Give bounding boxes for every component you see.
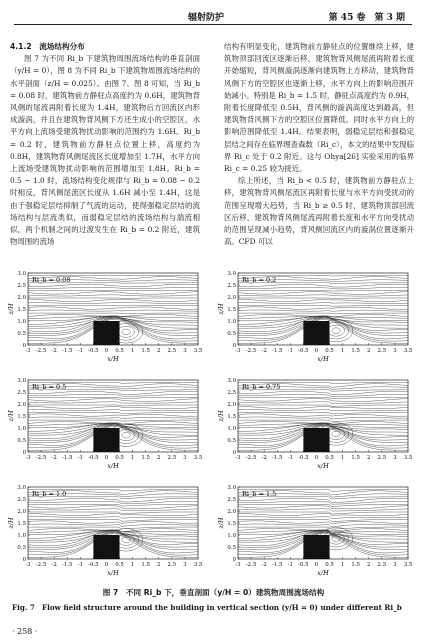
figure-caption-zh: 图 7 不同 Ri_b 下，垂直剖面（y/H = 0）建筑物周围流场结构	[102, 588, 325, 597]
x-tick-label: 2	[157, 455, 161, 461]
x-tick-label: 0	[104, 348, 109, 354]
y-tick-label: 1.0	[17, 533, 26, 539]
figure-panel	[217, 271, 413, 363]
y-axis-label: z/H	[7, 303, 15, 315]
x-tick-label: -3	[235, 562, 241, 568]
body-paragraph: 结构有明显变化，建筑物前方静驻点的位置继续上移，建筑物顶部回流区逐渐后移，建筑物背风侧尾流再附着长度开始缩短，背风侧漩涡逐渐向建筑物上方移动，建筑物背风侧下方的空腔区也逐渐上移，水平方向上的影响范围开始减小。特别是 Ri_b = 1.5 时，静驻点高度约为 0.9H，附着长度降低至 0.5H，背风侧的漩涡高度达到最高，但建筑物背风侧下方的空腔区位置降低，同时水平方向上的影响范围降低至 1.4H。结果表明，弱稳定层结和强稳定层结之间存在临界理查森数（Ri_c），本文的结果中发现临界 Ri_c 处于 0.2 附近。这与 Ohya[26] 实验采用的临界 Ri_c = 0.25 较为接近。	[224, 42, 414, 174]
y-tick-label: 0.5	[17, 331, 26, 337]
panel-label: Ri_b = 1.0	[32, 490, 67, 498]
x-tick-label: -1.5	[62, 455, 73, 461]
x-tick-label: -2.5	[35, 455, 47, 461]
x-tick-label: 3	[183, 562, 187, 568]
y-tick-label: 2.0	[227, 402, 236, 408]
x-tick-label: -3	[235, 455, 241, 461]
x-tick-label: -2.5	[245, 455, 257, 461]
y-axis-label: z/H	[217, 303, 225, 315]
y-tick-label: 1.0	[17, 319, 26, 325]
y-tick-label: 1.5	[227, 521, 236, 527]
x-tick-label: 2	[367, 348, 371, 354]
x-tick-label: -2	[261, 348, 267, 354]
y-tick-label: 0	[232, 557, 236, 563]
x-tick-label: 0.5	[115, 455, 124, 461]
x-axis-label: x/H	[317, 569, 329, 577]
x-tick-label: -1	[287, 455, 293, 461]
x-tick-label: -1	[77, 455, 83, 461]
left-column	[10, 41, 200, 248]
building-block	[93, 535, 119, 559]
x-tick-label: -3	[25, 455, 31, 461]
x-tick-label: -2	[261, 562, 267, 568]
y-tick-label: 3.0	[227, 378, 236, 384]
y-tick-label: 1.5	[17, 521, 26, 527]
y-tick-label: 3.0	[17, 485, 26, 491]
x-tick-label: -1	[77, 562, 83, 568]
figure-caption-en: Fig. 7 Flow field structure around the building in vertical section (y/H = 0) under different Ri_b	[12, 603, 402, 612]
x-tick-label: 3.5	[193, 348, 203, 354]
x-tick-label: 2	[157, 562, 161, 568]
x-tick-label: 0	[314, 455, 319, 461]
y-tick-label: 1.0	[17, 426, 26, 432]
figure-panel	[217, 378, 413, 470]
x-tick-label: 0.5	[115, 562, 124, 568]
y-tick-label: 3.0	[17, 378, 26, 384]
y-tick-label: 0.5	[227, 438, 236, 444]
page-number: · 258 ·	[12, 627, 38, 636]
y-tick-label: 2.5	[17, 283, 26, 289]
y-tick-label: 2.0	[17, 402, 26, 408]
panel-label: Ri_b = 0.75	[242, 383, 281, 391]
x-tick-label: 2	[367, 562, 371, 568]
running-header-issue: 第 45 卷 第 3 期	[328, 13, 405, 23]
x-tick-label: 1.5	[141, 455, 150, 461]
x-tick-label: -2	[51, 562, 57, 568]
x-tick-label: 0.5	[325, 348, 334, 354]
x-tick-label: -1.5	[272, 348, 283, 354]
x-tick-label: 0	[314, 562, 319, 568]
y-tick-label: 0	[232, 450, 236, 456]
x-tick-label: 3	[393, 348, 397, 354]
x-tick-label: 1	[340, 562, 345, 568]
x-tick-label: 3.5	[193, 562, 203, 568]
header-rule	[14, 24, 412, 25]
figure-panel	[217, 485, 413, 577]
y-tick-label: 3.0	[227, 485, 236, 491]
y-tick-label: 2.0	[17, 509, 26, 515]
x-tick-label: 2.5	[377, 562, 387, 568]
x-tick-label: 1.5	[351, 562, 360, 568]
right-column	[224, 41, 414, 248]
x-axis-label: x/H	[317, 355, 329, 363]
figure-panel	[7, 378, 203, 470]
x-tick-label: 0.5	[325, 455, 334, 461]
building-block	[93, 428, 119, 452]
x-tick-label: 2.5	[377, 455, 387, 461]
x-tick-label: -1.5	[272, 562, 283, 568]
section-title: 流场结构分布	[39, 42, 85, 51]
y-tick-label: 1.5	[17, 414, 26, 420]
y-tick-label: 3.0	[17, 271, 26, 277]
y-tick-label: 1.0	[227, 426, 236, 432]
figure-panel	[7, 271, 203, 363]
x-axis-label: x/H	[107, 462, 119, 470]
y-axis-label: z/H	[217, 410, 225, 422]
x-tick-label: -3	[25, 348, 31, 354]
y-tick-label: 2.5	[17, 390, 26, 396]
y-tick-label: 0.5	[227, 545, 236, 551]
y-tick-label: 2.5	[227, 390, 236, 396]
x-tick-label: -1	[287, 562, 293, 568]
x-tick-label: 1.5	[141, 348, 150, 354]
x-axis-label: x/H	[107, 355, 119, 363]
panel-label: Ri_b = 0.5	[32, 383, 67, 391]
x-tick-label: -1.5	[62, 348, 73, 354]
y-tick-label: 2.5	[227, 497, 236, 503]
x-tick-label: 1	[130, 455, 135, 461]
panel-label: Ri_b = 0.2	[242, 276, 277, 284]
section-number: 4.1.2	[10, 42, 32, 51]
x-tick-label: -0.5	[298, 455, 309, 461]
y-tick-label: 1.0	[227, 319, 236, 325]
x-tick-label: -2	[51, 348, 57, 354]
x-tick-label: 3.5	[403, 455, 413, 461]
body-paragraph: 图 7 为不同 Ri_b 下建筑物周围流场结构的垂直剖面（y/H = 0），图 8 为不同 Ri_b 下建筑物周围流场结构的水平剖面（z/H = 0.025）。由图 7、图 8 可知，当 Ri_b = 0.08 时，建筑物前方静驻点高度约为 0.6H，建筑物背风侧的尾流再附着长度为 1.4H，建筑物后方回流区内形成漩涡，并且在建筑物背风侧下方还生成小的空腔区，水平方向上流场受建筑物扰动影响的范围约为 1.6H。Ri_b = 0.2 时，建筑物前方静驻点位置上移，高度约为 0.8H，建筑物背风侧尾流区长度增加至 1.7H，水平方向上流场受建筑物扰动影响的范围增加至 1.8H。Ri_b = 0.5 ~ 1.0 时，流场结构变化规律与 Ri_b = 0.08 ~ 0.2 时相反，背风侧尾流区长度从 1.6H 减小至 1.4H，这是由于强稳定层结抑制了气流的运动，使得强稳定层结的流场结构与层流类似，而弱稳定层结的流场结构与湍流相似，两个机制之间的过渡发生在 Ri_b = 0.2 附近，建筑物周围的流场	[10, 54, 200, 247]
x-tick-label: 1	[130, 562, 135, 568]
building-block	[303, 321, 329, 345]
x-axis-label: x/H	[317, 462, 329, 470]
x-tick-label: 0	[314, 348, 319, 354]
figure-7	[6, 269, 422, 585]
y-tick-label: 0.5	[227, 331, 236, 337]
x-tick-label: -1.5	[62, 562, 73, 568]
x-tick-label: 3.5	[193, 455, 203, 461]
x-axis-label: x/H	[107, 569, 119, 577]
x-tick-label: 3	[393, 562, 397, 568]
y-tick-label: 2.0	[227, 295, 236, 301]
x-tick-label: -0.5	[298, 562, 309, 568]
x-tick-label: 2.5	[377, 348, 387, 354]
x-tick-label: 3	[183, 455, 187, 461]
x-tick-label: 1	[340, 348, 345, 354]
y-axis-label: z/H	[7, 517, 15, 529]
y-tick-label: 2.5	[227, 283, 236, 289]
y-tick-label: 0.5	[17, 545, 26, 551]
y-tick-label: 0	[22, 557, 26, 563]
x-tick-label: -3	[25, 562, 31, 568]
figure-panel	[7, 485, 203, 577]
x-tick-label: -2.5	[35, 562, 47, 568]
x-tick-label: 2.5	[167, 348, 177, 354]
x-tick-label: 2	[367, 455, 371, 461]
y-tick-label: 1.5	[227, 307, 236, 313]
y-tick-label: 1.5	[17, 307, 26, 313]
x-tick-label: 1.5	[351, 348, 360, 354]
building-block	[303, 428, 329, 452]
x-tick-label: 0	[104, 455, 109, 461]
x-tick-label: -1	[287, 348, 293, 354]
x-tick-label: -0.5	[88, 455, 99, 461]
running-header-journal: 辐射防护	[188, 13, 225, 23]
x-tick-label: 3.5	[403, 562, 413, 568]
x-tick-label: -2	[261, 455, 267, 461]
y-tick-label: 2.0	[17, 295, 26, 301]
x-tick-label: -0.5	[298, 348, 309, 354]
x-tick-label: 0.5	[325, 562, 334, 568]
x-tick-label: 3	[183, 348, 187, 354]
x-tick-label: -2.5	[245, 562, 257, 568]
y-tick-label: 0	[22, 343, 26, 349]
x-tick-label: -0.5	[88, 348, 99, 354]
building-block	[93, 321, 119, 345]
x-tick-label: -2	[51, 455, 57, 461]
y-axis-label: z/H	[217, 517, 225, 529]
y-tick-label: 1.5	[227, 414, 236, 420]
section-heading	[10, 41, 200, 53]
body-paragraph: 综上所述，当 Ri_b < 0.5 时，建筑物前方静驻点上移，建筑物背风侧尾流区再附着长度与水平方向受扰动的范围呈现增大趋势，当 Ri_b ≥ 0.5 时，建筑物顶部回流区后移，建筑物背风侧尾流再附着长度和水平方向受扰动的范围呈现减小趋势，背风侧回流区内的漩涡位置逐渐升高。CFD 可以	[224, 176, 414, 247]
x-tick-label: 2	[157, 348, 161, 354]
x-tick-label: 2.5	[167, 562, 177, 568]
x-tick-label: -0.5	[88, 562, 99, 568]
x-tick-label: -2.5	[245, 348, 257, 354]
y-axis-label: z/H	[7, 410, 15, 422]
x-tick-label: 3	[393, 455, 397, 461]
x-tick-label: 0.5	[115, 348, 124, 354]
y-tick-label: 0	[22, 450, 26, 456]
y-tick-label: 2.0	[227, 509, 236, 515]
x-tick-label: 1	[340, 455, 345, 461]
x-tick-label: 0	[104, 562, 109, 568]
x-tick-label: 1	[130, 348, 135, 354]
y-tick-label: 3.0	[227, 271, 236, 277]
x-tick-label: 3.5	[403, 348, 413, 354]
x-tick-label: -1	[77, 348, 83, 354]
y-tick-label: 1.0	[227, 533, 236, 539]
x-tick-label: 1.5	[351, 455, 360, 461]
y-tick-label: 0.5	[17, 438, 26, 444]
x-tick-label: -1.5	[272, 455, 283, 461]
x-tick-label: -2.5	[35, 348, 47, 354]
panel-label: Ri_b = 0.08	[32, 276, 71, 284]
building-block	[303, 535, 329, 559]
y-tick-label: 2.5	[17, 497, 26, 503]
x-tick-label: 1.5	[141, 562, 150, 568]
y-tick-label: 0	[232, 343, 236, 349]
x-tick-label: 2.5	[167, 455, 177, 461]
panel-label: Ri_b = 1.5	[242, 490, 277, 498]
x-tick-label: -3	[235, 348, 241, 354]
